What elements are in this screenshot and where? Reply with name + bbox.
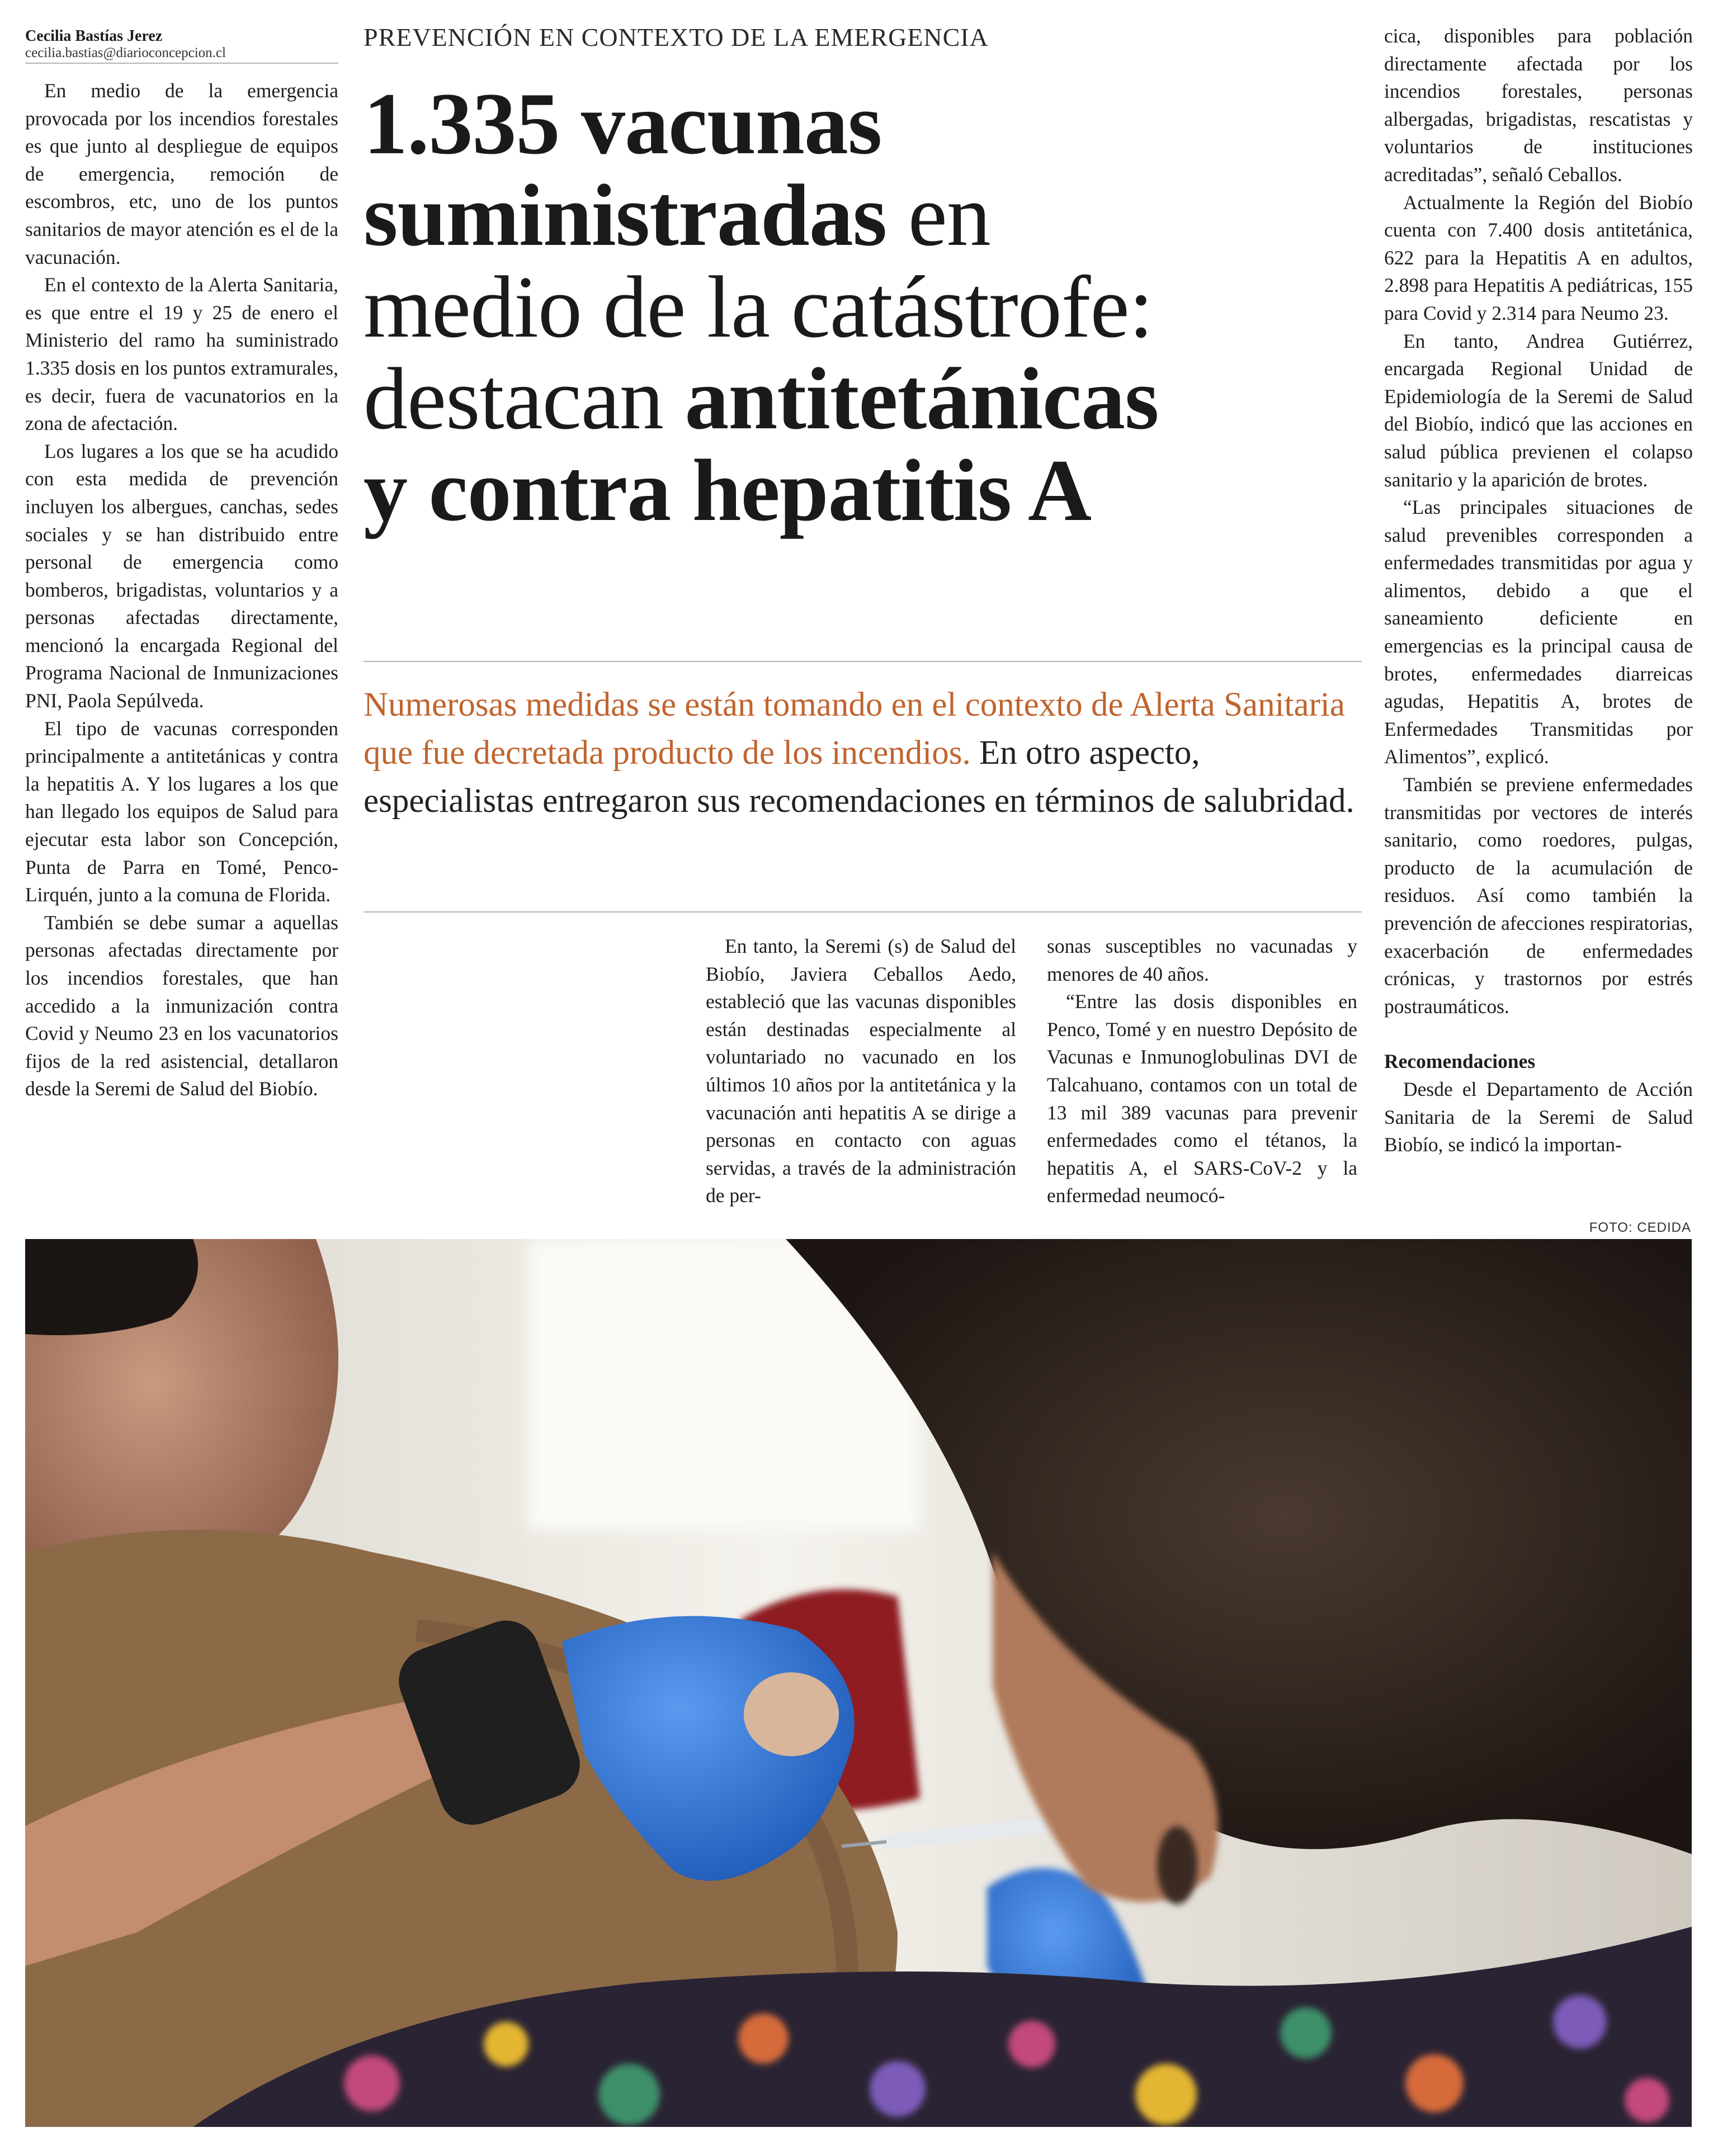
vaccination-photo [25,1239,1692,2127]
headline-line [364,350,1362,448]
paragraph: El tipo de vacunas corresponden principalmente a antitetánicas y contra la hepatitis A. Y los lugares a los que han llegado los equipos de Salud para ejecutar esta labor son Concepción, Punta de Parra en Tomé, Penco- Lirquén, junto a la comuna de Florida. [25,717,338,906]
body-column-1 [25,77,338,1103]
headline-line [364,258,1362,356]
paragraph: cica, disponibles para población directamente afectada por los incendios forestales, personas albergadas, brigadistas, rescatistas y voluntarios de instituciones acreditadas”, señaló Ceballos. [1384,25,1693,186]
paragraph: sonas susceptibles no vacunadas y menores de 40 años. [1047,935,1357,985]
paragraph: “Las principales situaciones de salud prevenibles corresponden a enfermedades transmitidas por agua y alimentos, debido a que el saneamiento deficiente en emergencias es la principal causa de brotes, enfermedades diarreicas agudas, Hepatitis A, brotes de Enfermedades Transmitidas por Alimentos”, explicó. [1384,496,1693,768]
paragraph: En tanto, la Seremi (s) de Salud del Biobío, Javiera Ceballos Aedo, estableció que las vacunas disponibles están destinadas especialmente al voluntariado no vacunado en los últimos 10 años por la antitetánica y la vacunación anti hepatitis A se dirige a personas en contacto con aguas servidas, a través de la administración de per- [706,935,1016,1207]
kicker: PREVENCIÓN EN CONTEXTO DE LA EMERGENCIA [364,23,989,51]
paragraph: También se debe sumar a aquellas personas afectadas directamente por los incendios forestales, que han accedido a la inmunización contra Covid y Neumo 23 en los vacunatorios fijos de la red asistencial, detallaron desde la Seremi de Salud del Biobío. [25,911,338,1100]
headline-regular-text: en [886,167,990,264]
headline-bold-text: y contra hepatitis A [364,442,1092,540]
photo-earring [1157,1826,1197,1904]
deck-highlight: Numerosas medidas se están tomando en el contexto de Alerta Sanitaria que fue decretada producto de los incendios. [364,686,1345,772]
photo-bandage [744,1672,839,1756]
byline-email: cecilia.bastias@diarioconcepcion.cl [25,45,226,60]
article-photo [25,1239,1692,2127]
paragraph: En el contexto de la Alerta Sanitaria, es que entre el 19 y 25 de enero el Ministerio del ramo ha suministrado 1.335 dosis en los puntos extramurales, es decir, fuera de vacunatorios en la zona de afectación. [25,273,338,435]
paragraph: También se previene enfermedades transmitidas por vectores de interés sanitario, como roedores, pulgas, producto de la acumulación de residuos. Así como también la prevención de afecciones respiratorias, exacerbación de enfermedades crónicas, y trastornos por estrés postraumáticos. [1384,773,1693,1018]
body-column-3 [1047,933,1357,1210]
headline-line [364,167,1362,264]
paragraph: “Entre las dosis disponibles en Penco, Tomé y en nuestro Depósito de Vacunas e Inmunoglobulinas DVI de Talcahuano, contamos con un total de 13 mil 389 vacunas para prevenir enfermedades como el tétanos, la hepatitis A, el SARS-CoV-2 y la enfermedad neumocó- [1047,990,1357,1207]
paragraph: En medio de la emergencia provocada por los incendios forestales es que junto al despliegue de equipos de emergencia, remoción de escombros, etc, uno de los puntos sanitarios de mayor atención es el de la vacunación. [25,79,338,268]
headline-regular-text: medio de la catástrofe: [364,258,1153,356]
paragraph: En tanto, Andrea Gutiérrez, encargada Regional Unidad de Epidemiología de la Seremi de Salud del Biobío, indicó que las acciones en salud pública previenen el colapso sanitario y la aparición de brotes. [1384,329,1693,491]
body-column-4 [1384,22,1693,1159]
headline [364,75,1362,540]
deck-rest: En otro aspecto, especialistas entregaron sus recomendaciones en términos de salubridad. [364,734,1354,820]
byline-author: Cecilia Bastías Jerez [25,27,163,45]
headline-rule [364,661,1362,662]
headline-line [364,75,1362,173]
headline-lines [364,75,1362,540]
subhead: Recomendaciones [1384,1050,1536,1073]
headline-bold-text: suministradas [364,167,887,264]
body-column-2 [706,933,1016,1210]
deck [364,681,1365,825]
deck-rule [364,911,1362,912]
headline-line [364,442,1362,540]
photo-credit: FOTO: CEDIDA [1589,1220,1691,1235]
paragraph: Desde el Departamento de Acción Sanitaria de la Seremi de Salud Biobío, se indicó la importan- [1384,1077,1693,1156]
paragraph: Actualmente la Región del Biobío cuenta con 7.400 dosis antitetánica, 622 para la Hepatitis A en adultos, 2.898 para Hepatitis A pediátricas, 155 para Covid y 2.314 para Neumo 23. [1384,191,1693,324]
headline-bold-text: 1.335 vacunas [364,75,882,173]
headline-bold-text: antitetánicas [685,350,1159,448]
headline-regular-text: destacan [364,350,685,448]
byline-rule [25,63,338,64]
paragraph: Los lugares a los que se ha acudido con esta medida de prevención incluyen los albergues, canchas, sedes sociales y se han distribuido entre personal de emergencia como bomberos, brigadistas, voluntarios y a personas afectadas directamente, mencionó la encargada Regional del Programa Nacional de Inmunizaciones PNI, Paola Sepúlveda. [25,439,338,712]
